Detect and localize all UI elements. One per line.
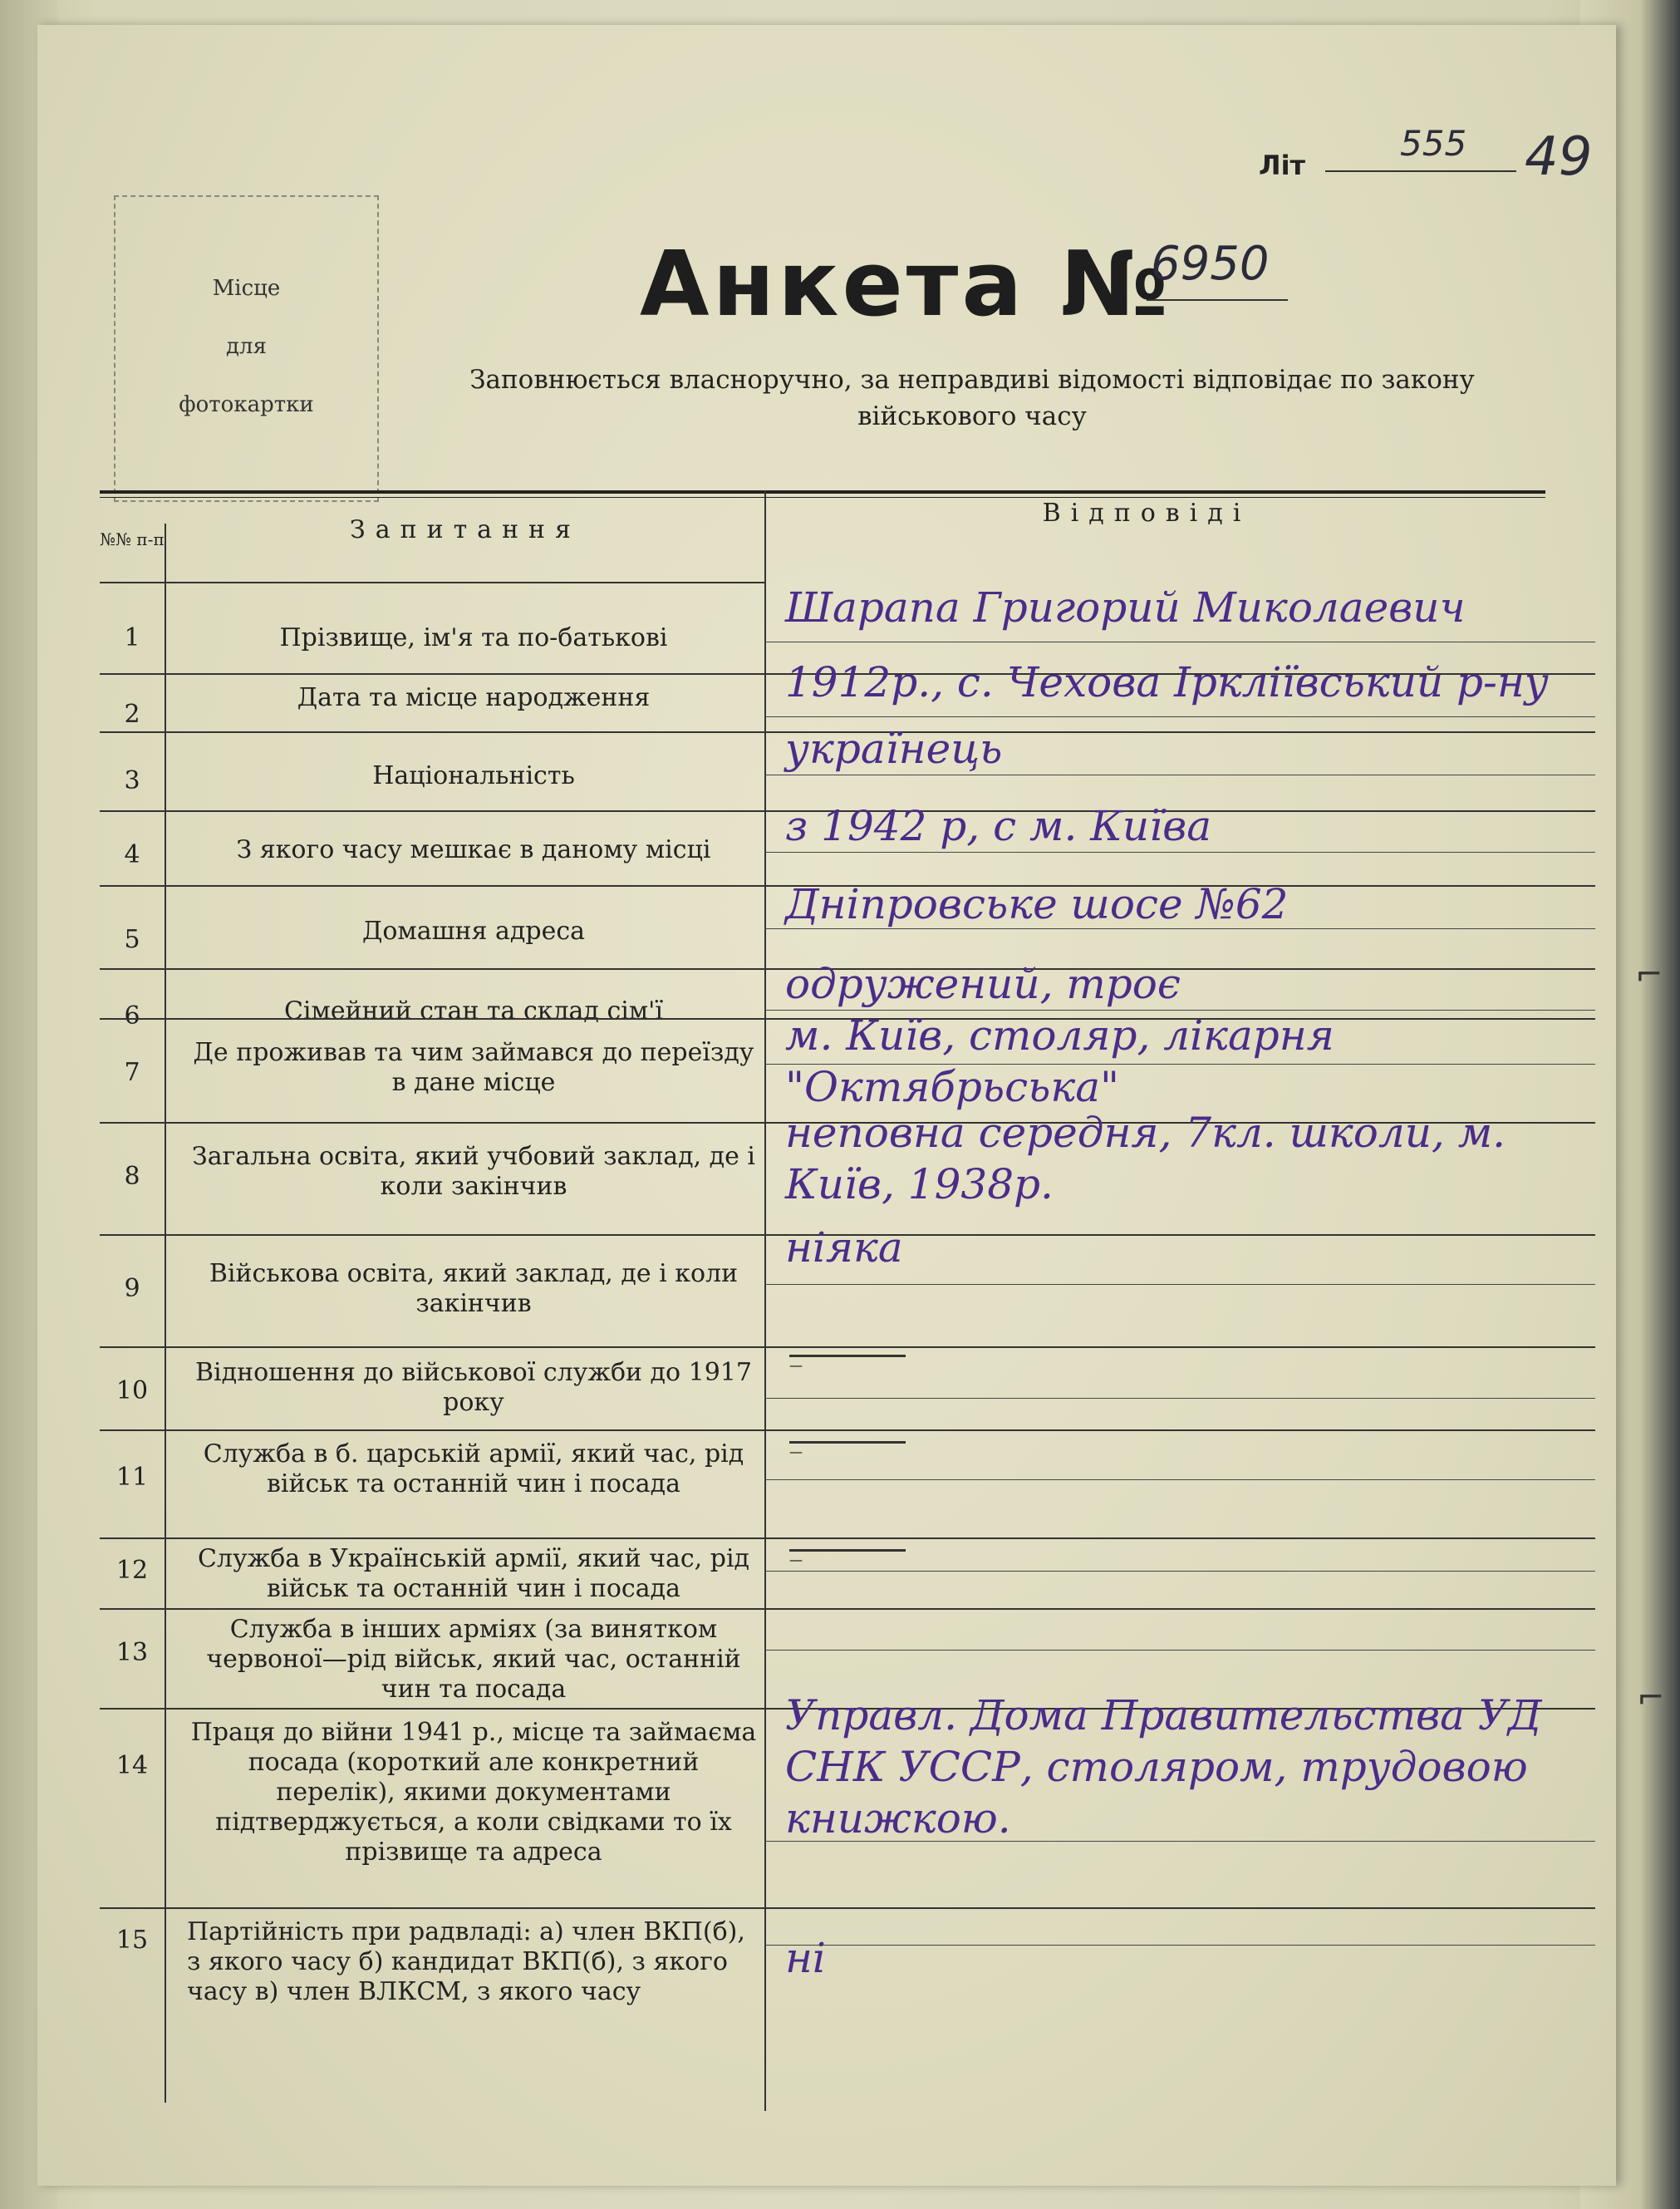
header-answer: Відповіді (1042, 499, 1251, 528)
row-question: Військова освіта, який заклад, де і коли закінчив (209, 1259, 739, 1318)
row-number: 3 (124, 766, 140, 795)
answer-line (764, 1650, 1595, 1651)
row-answer: ні (785, 1934, 826, 1982)
form-sheet (37, 25, 1616, 2186)
row-answer: ніяка (785, 1223, 903, 1272)
row-number: 1 (124, 623, 140, 652)
row-answer: м. Київ, столяр, лікарня "Октябрьська" (785, 1011, 1334, 1111)
row-answer: українець (785, 725, 1003, 773)
row-question: Національність (372, 761, 575, 790)
margin-scribble: ⌐ (1637, 1679, 1665, 1717)
row-number: 15 (115, 1926, 149, 1955)
row-answer: Шарапа Григорий Миколаевич (785, 583, 1466, 632)
lit-value: 555 (1400, 123, 1467, 164)
answer-line (764, 1398, 1595, 1399)
header-question: Запитання (350, 515, 581, 544)
column-divider-number (165, 524, 166, 2103)
row-rule (100, 1537, 1595, 1539)
answer-line (764, 928, 1595, 929)
row-question: Відношення до військової служби до 1917 року (195, 1358, 752, 1417)
row-number: 14 (115, 1751, 149, 1780)
row-number: 8 (124, 1162, 140, 1191)
margin-scribble: ⌐ (1635, 956, 1663, 994)
row-answer: з 1942 р, с м. Київа (785, 802, 1212, 850)
answer-line (764, 1841, 1595, 1842)
row-answer: Управл. Дома Правительства УД СНК УССР, столяром, трудовою книжкою. (785, 1691, 1542, 1842)
row-number: 5 (124, 925, 140, 954)
header-number: №№ п-п (100, 529, 165, 549)
answer-line (764, 716, 1595, 717)
row-number: 2 (124, 700, 140, 729)
photo-label-line-3: фотокартки (179, 392, 314, 417)
header-rule (100, 490, 1545, 494)
row-question: Де проживав та чим займався до переїзду в дане місце (193, 1038, 754, 1097)
row-number: 13 (115, 1638, 149, 1667)
lit-label: Літ (1259, 150, 1306, 181)
row-answer: — (789, 1441, 906, 1459)
row-question: Прізвище, ім'я та по-батькові (279, 623, 668, 652)
form-title: Анкета № (640, 233, 1172, 337)
answer-line (764, 1064, 1595, 1065)
row-question: Служба в Українській армії, який час, рід військ та останній чин і посада (197, 1544, 750, 1603)
photo-placeholder (114, 195, 379, 502)
row-answer: неповна середня, 7кл. школи, м. Київ, 1938р. (785, 1109, 1506, 1208)
row-number: 6 (124, 1001, 140, 1031)
row-answer: — (789, 1549, 906, 1567)
row-number: 9 (124, 1274, 140, 1303)
form-subtitle: Заповнюється власноручно, за неправдиві відомості відповідає по закону військового часу (469, 365, 1475, 431)
row-answer: 1912р., с. Чехова Іркліївський р-ну (785, 658, 1549, 706)
row-number: 10 (115, 1376, 149, 1405)
photo-label-line-1: Місце (212, 276, 281, 301)
header-bottom-rule (100, 582, 764, 583)
row-question: Дата та місце народження (297, 683, 651, 712)
form-number-underline (1147, 299, 1288, 301)
row-question: З якого часу мешкає в даному місці (236, 835, 711, 864)
row-question: Служба в інших арміях (за винятком червоної—рід військ, який час, останній чин та посада (206, 1615, 741, 1704)
answer-line (764, 1479, 1595, 1480)
row-question: Домашня адреса (361, 917, 586, 946)
row-question: Праця до війни 1941 р., місце та займаєма посада (короткий але конкретний перелік), якими документами підтверджується, а коли свідками то їх прізвище та адреса (190, 1718, 757, 1867)
row-number: 4 (124, 840, 140, 869)
answer-line (764, 1571, 1595, 1572)
form-number: 6950 (1151, 237, 1270, 291)
answer-line (764, 1284, 1595, 1285)
photo-label-line-2: для (226, 334, 267, 359)
header-rule-thin (100, 497, 1545, 498)
row-rule (100, 1346, 1595, 1348)
row-rule (100, 1907, 1595, 1909)
answer-line (764, 852, 1595, 853)
row-number: 11 (115, 1463, 149, 1492)
answer-line (764, 1945, 1595, 1946)
questionnaire-table (100, 490, 1612, 2111)
row-answer: одружений, троє (785, 960, 1181, 1008)
lit-extra-number: 49 (1525, 126, 1593, 188)
row-question: Партійність при радвладі: а) член ВКП(б), з якого часу б) кандидат ВКП(б), з якого часу в) член ВЛКСМ, з якого часу (187, 1917, 745, 2006)
row-rule (100, 1608, 1595, 1610)
row-answer: Дніпровське шосе №62 (785, 880, 1289, 928)
row-number: 7 (124, 1058, 140, 1087)
row-question: Сімейний стан та склад сім'ї (283, 996, 664, 1026)
row-answer: — (789, 1355, 906, 1373)
row-rule (100, 1429, 1595, 1431)
row-number: 12 (115, 1556, 149, 1585)
lit-underline (1325, 170, 1516, 172)
column-divider-answer (764, 490, 766, 2111)
row-question: Служба в б. царській армії, який час, рід військ та останній чин і посада (203, 1439, 744, 1498)
row-question: Загальна освіта, який учбовий заклад, де і коли закінчив (192, 1142, 755, 1201)
